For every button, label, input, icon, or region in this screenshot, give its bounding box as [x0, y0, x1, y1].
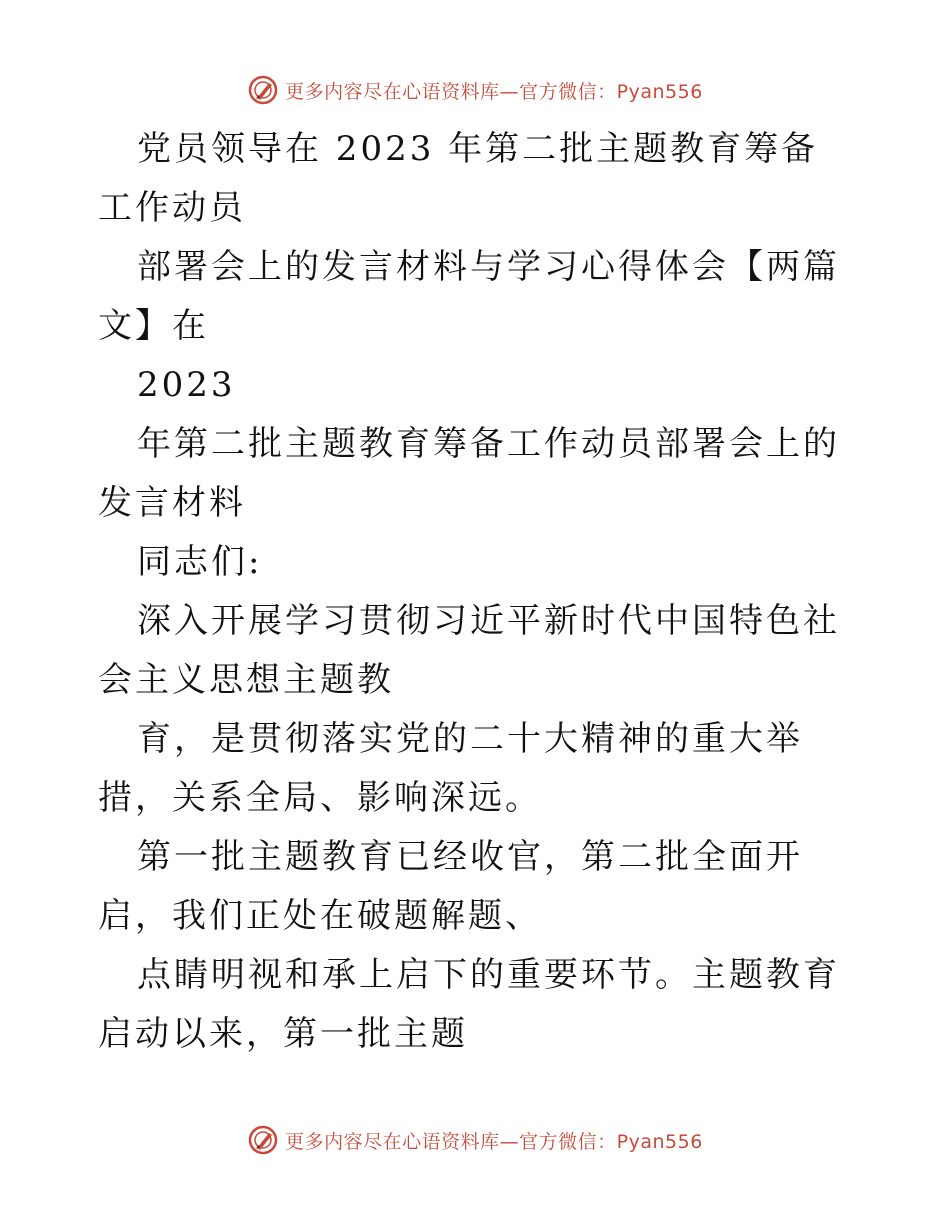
footer-watermark: [0, 1120, 950, 1160]
paragraph: 同志们:: [137, 542, 263, 582]
paragraph: 2023: [137, 365, 236, 405]
paragraph: 年第二批主题教育筹备工作动员部署会上的发言材料: [98, 424, 840, 523]
paragraph: 第一批主题教育已经收官，第二批全面开启，我们正处在破题解题、: [98, 837, 803, 936]
paragraph: 党员领导在 2023 年第二批主题教育筹备工作动员: [98, 129, 819, 228]
watermark-text: 更多内容尽在心语资料库—官方微信：Pyan556: [285, 80, 703, 103]
paragraph: 育，是贯彻落实党的二十大精神的重大举措，关系全局、影响深远。: [98, 719, 803, 818]
header-watermark: [0, 70, 950, 110]
paragraph: 深入开展学习贯彻习近平新时代中国特色社会主义思想主题教: [98, 601, 840, 700]
pen-seal-logo-icon: [247, 1124, 279, 1156]
paragraph: 部署会上的发言材料与学习心得体会【两篇文】在: [98, 247, 840, 346]
paragraph: 点睛明视和承上启下的重要环节。主题教育启动以来，第一批主题: [98, 955, 840, 1054]
document-body: [98, 120, 850, 1064]
pen-seal-logo-icon: [247, 74, 279, 106]
watermark-text: 更多内容尽在心语资料库—官方微信：Pyan556: [285, 1130, 703, 1153]
